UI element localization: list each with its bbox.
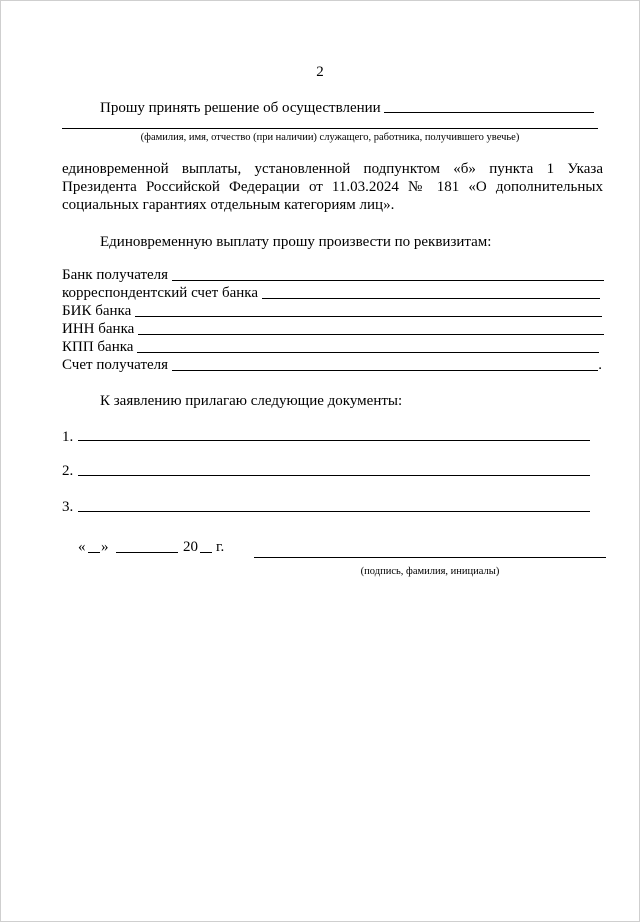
date-quote-open: « (78, 539, 86, 555)
bank-recipient-input[interactable] (172, 280, 604, 281)
recipient-account-input[interactable] (172, 370, 598, 371)
date-quote-close: » (101, 539, 109, 555)
attachment-line-2[interactable] (78, 475, 590, 476)
inn-input[interactable] (138, 334, 604, 335)
date-year-prefix: 20 (183, 539, 198, 555)
bik-input[interactable] (135, 316, 602, 317)
request-decision-line[interactable] (384, 112, 594, 113)
page-number: 2 (316, 64, 324, 80)
attachment-line-3[interactable] (78, 511, 590, 512)
correspondent-account-input[interactable] (262, 298, 600, 299)
signature-caption: (подпись, фамилия, инициалы) (360, 566, 500, 577)
signature-line[interactable] (254, 557, 606, 558)
date-day-input[interactable] (88, 552, 100, 553)
attachment-line-1[interactable] (78, 440, 590, 441)
inn-row (62, 320, 604, 338)
correspondent-account-label: корреспондентский счет банка (62, 285, 258, 301)
recipient-account-row (62, 356, 602, 374)
recipient-account-end-mark: . (598, 357, 602, 373)
attachment-number-3: 3. (62, 499, 74, 515)
body-line-2: Президента Российской Федерации от 11.03.2024 № 181 «О дополнительных (62, 179, 603, 195)
kpp-input[interactable] (137, 352, 599, 353)
bank-recipient-label: Банк получателя (62, 267, 169, 283)
employee-name-line[interactable] (62, 128, 598, 129)
date-month-input[interactable] (116, 552, 178, 553)
body-line-1: единовременной выплаты, установленной подпунктом «б» пункта 1 Указа (62, 161, 603, 177)
requisites-heading: Единовременную выплату прошу произвести по реквизитам: (100, 234, 492, 250)
attachments-heading: К заявлению прилагаю следующие документы: (100, 393, 403, 409)
body-line-3: социальных гарантиях отдельным категориям лиц». (62, 197, 395, 213)
date-year-suffix: г. (216, 539, 225, 555)
correspondent-account-row (62, 284, 600, 302)
employee-name-caption: (фамилия, имя, отчество (при наличии) служащего, работника, получившего увечье) (140, 132, 520, 143)
bik-label: БИК банка (62, 303, 132, 319)
kpp-row (62, 338, 599, 356)
attachment-number-1: 1. (62, 429, 74, 445)
bik-row (62, 302, 602, 320)
request-intro: Прошу принять решение об осуществлении (100, 100, 381, 116)
inn-label: ИНН банка (62, 321, 135, 337)
date-year-input[interactable] (200, 552, 212, 553)
recipient-account-label: Счет получателя (62, 357, 169, 373)
kpp-label: КПП банка (62, 339, 134, 355)
attachment-number-2: 2. (62, 463, 74, 479)
bank-recipient-row (62, 266, 604, 284)
